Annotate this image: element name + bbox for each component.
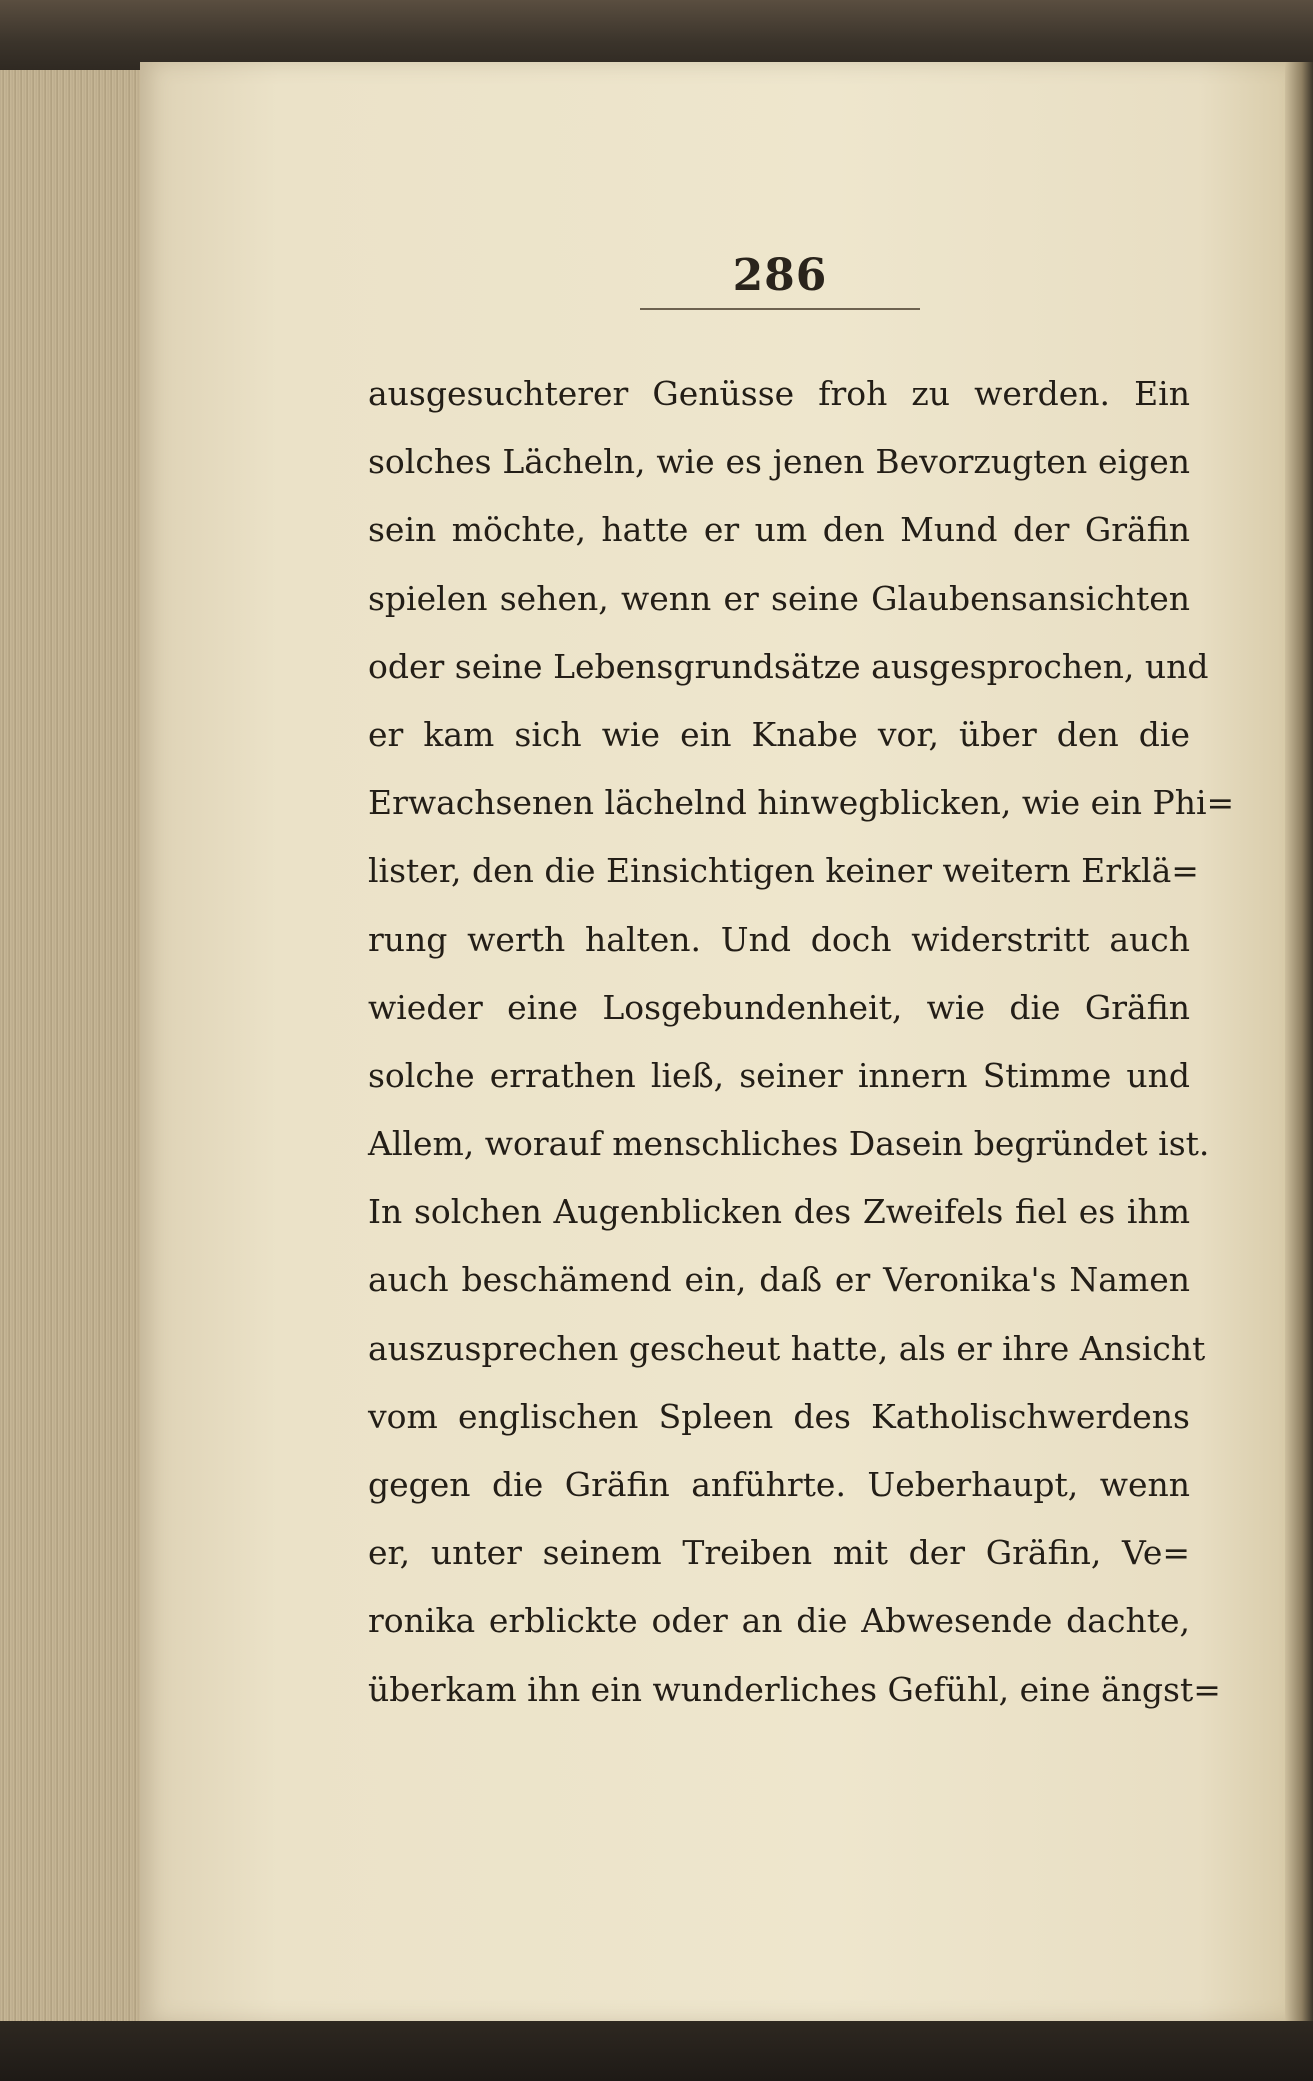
text-line: sein möchte, hatte er um den Mund der Gräfin [368, 510, 1190, 550]
text-line: vom englischen Spleen des Katholischwerdens [368, 1396, 1190, 1436]
text-line: er, unter seinem Treiben mit der Gräfin, Ve= [368, 1533, 1190, 1573]
book-gutter [1285, 62, 1313, 2022]
text-line: rung werth halten. Und doch widerstritt auch [368, 919, 1190, 959]
text-line: auszusprechen gescheut hatte, als er ihre Ansicht [368, 1328, 1206, 1368]
book-bottom-edge [0, 2021, 1313, 2081]
page-stack-edge [0, 70, 140, 2030]
text-line: spielen sehen, wenn er seine Glaubensansichten [368, 578, 1190, 618]
header-rule [640, 308, 920, 310]
text-line: Allem, worauf menschliches Dasein begründet ist. [368, 1124, 1210, 1164]
text-line: er kam sich wie ein Knabe vor, über den die [368, 714, 1190, 754]
text-line: In solchen Augenblicken des Zweifels fiel es ihm [368, 1192, 1190, 1232]
text-line: lister, den die Einsichtigen keiner weitern Erklä= [368, 851, 1199, 891]
text-line: ronika erblickte oder an die Abwesende dachte, [368, 1601, 1190, 1641]
page-number: 286 [732, 250, 828, 301]
body-text [368, 360, 1235, 1724]
text-line: gegen die Gräfin anführte. Ueberhaupt, wenn [368, 1465, 1190, 1504]
text-line: oder seine Lebensgrundsätze ausgesprochen, und [368, 646, 1209, 686]
text-line: solche errathen ließ, seiner innern Stimme und [368, 1055, 1190, 1095]
text-line: überkam ihn ein wunderliches Gefühl, eine ängst= [368, 1669, 1221, 1709]
text-line: solches Lächeln, wie es jenen Bevorzugten eigen [368, 442, 1190, 482]
text-line: ausgesuchterer Genüsse froh zu werden. Ein [368, 374, 1190, 413]
text-line: Erwachsenen lächelnd hinwegblicken, wie ein Phi= [368, 783, 1235, 823]
text-line: wieder eine Losgebundenheit, wie die Gräfin [368, 987, 1190, 1027]
text-line: auch beschämend ein, daß er Veronika's Namen [368, 1260, 1190, 1300]
book-top-edge [0, 0, 1313, 70]
